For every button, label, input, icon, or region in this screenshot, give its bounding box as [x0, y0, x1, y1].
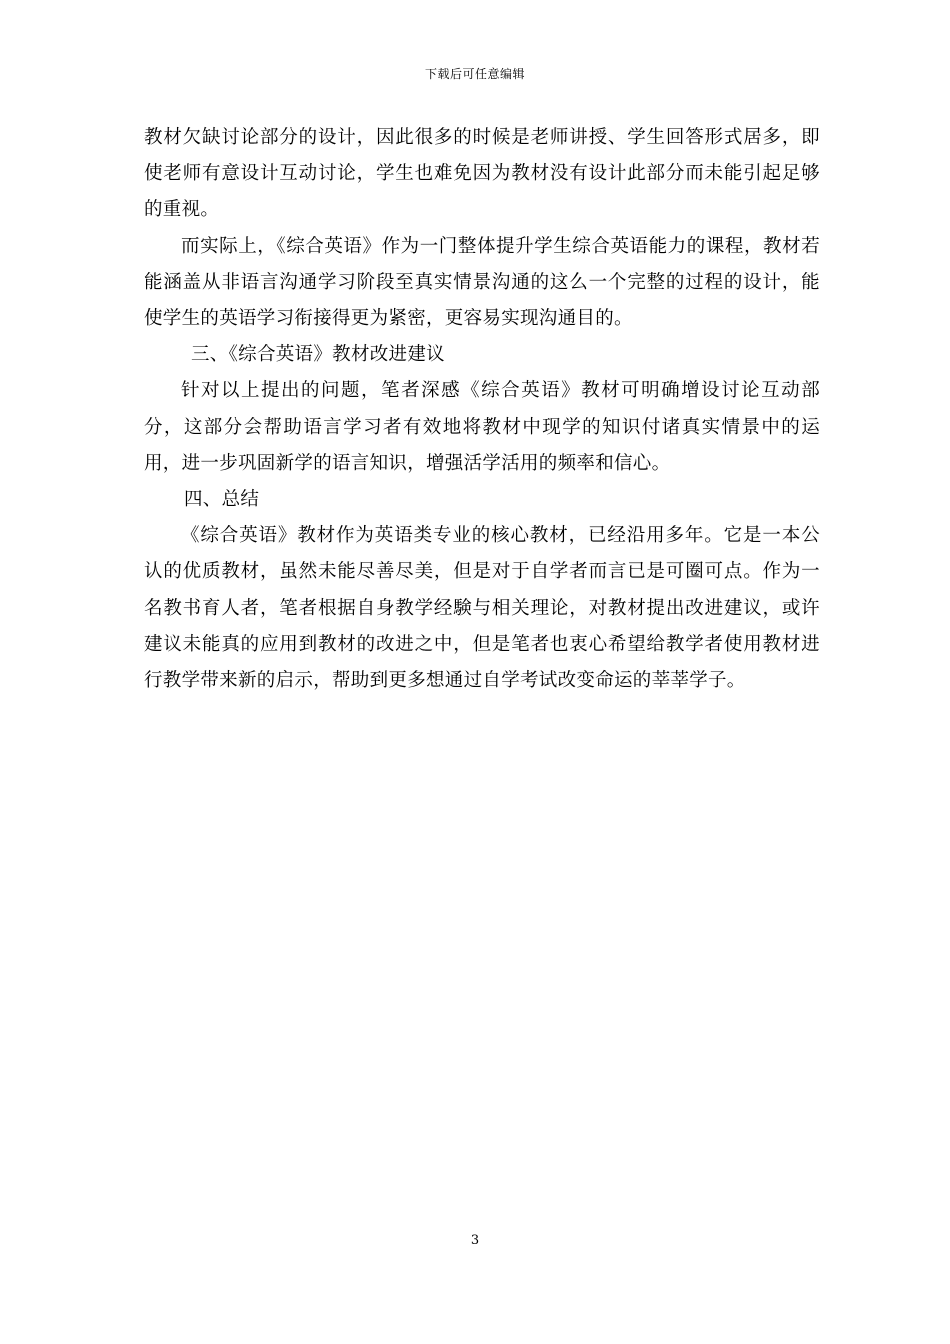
paragraph-continuation: 教材欠缺讨论部分的设计，因此很多的时候是老师讲授、学生回答形式居多，即使老师有意设计互动讨论，学生也难免因为教材没有设计此部分而未能引起足够的重视。 [144, 127, 820, 221]
document-body [144, 120, 820, 699]
section-heading-summary: 四、总结 [184, 489, 260, 511]
page-header: 下载后可任意编辑 [424, 67, 525, 81]
section-heading-suggestions: 三、《综合英语》教材改进建议 [191, 344, 445, 366]
page-number: 3 [470, 1233, 480, 1248]
paragraph-summary: 《综合英语》教材作为英语类专业的核心教材，已经沿用多年。它是一本公认的优质教材，虽然未能尽善尽美，但是对于自学者而言已是可圈可点。作为一名教书育人者，笔者根据自身教学经験与相关理论，对教材提出改进建议，或许建议未能真的应用到教材的改进之中，但是笔者也衷心希望给教学者使用教材进行教学带来新的启示，帮助到更多想通过自学考试改变命运的莘莘学子。 [144, 525, 820, 692]
paragraph-reality: 而实际上，《综合英语》作为一门整体提升学生综合英语能力的课程，教材若能涵盖从非语言沟通学习阶段至真实情景沟通的这么一个完整的过程的设计，能使学生的英语学习衔接得更为紧密，更容易实现沟通目的。 [144, 235, 820, 330]
paragraph-suggestions: 针对以上提出的问题，笔者深感《综合英语》教材可明确增设讨论互动部分，这部分会帮助语言学习者有效地将教材中现学的知识付诸真实情景中的运用，进一步巩固新学的语言知识，增强活学活用的频率和信心。 [144, 380, 820, 474]
